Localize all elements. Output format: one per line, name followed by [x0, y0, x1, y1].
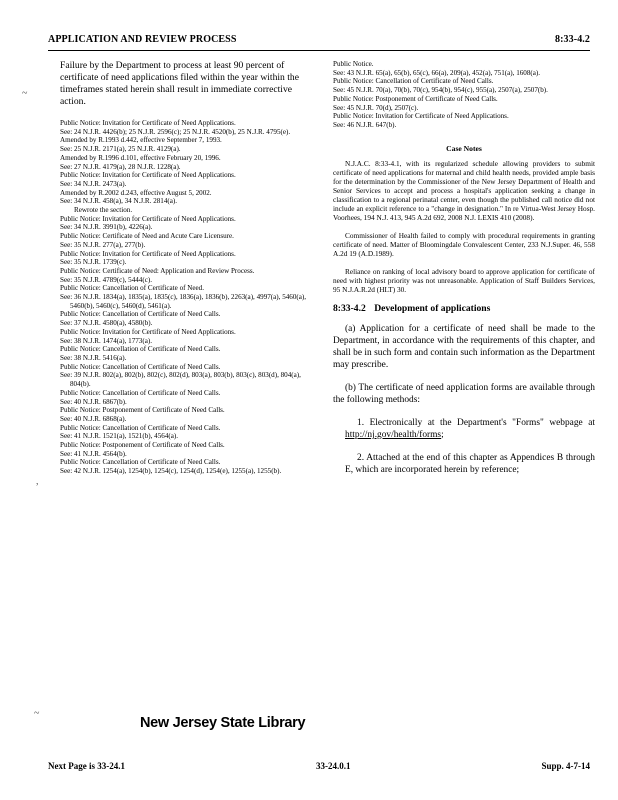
history-entry: Public Notice: Cancellation of Certificate of Need Calls. — [333, 77, 494, 86]
running-header — [48, 34, 590, 45]
left-column — [60, 60, 318, 476]
history-entry: Public Notice. — [333, 60, 374, 68]
supplement-date: Supp. 4-7-14 — [541, 761, 590, 771]
section-number: 8:33-4.2 — [333, 302, 366, 314]
history-entry: See: 34 N.J.R. 3991(b), 4226(a). — [60, 223, 153, 232]
next-page-note: Next Page is 33-24.1 — [48, 761, 125, 771]
running-footer — [48, 761, 590, 771]
history-entry: Public Notice: Invitation for Certificate of Need Applications. — [60, 214, 236, 223]
case-note: Commissioner of Health failed to comply with procedural requirements in granting certificate of need. Matter of Bloomingdale Convalescent Center, 233 N.J.Super. 46, 558 A.2d 19 (A.D.1989). — [333, 230, 595, 258]
history-entry: See: 34 N.J.R. 2473(a). — [60, 179, 127, 188]
history-entry: See: 46 N.J.R. 647(b). — [333, 120, 397, 129]
history-entry: Public Notice: Postponement of Certificate of Need Calls. — [60, 406, 225, 415]
history-entry: See: 37 N.J.R. 4580(a), 4580(b). — [60, 319, 153, 328]
history-entry: See: 24 N.J.R. 4426(b); 25 N.J.R. 2596(c); 25 N.J.R. 4520(b), 25 N.J.R. 4795(e). — [60, 127, 291, 136]
list-item-1 — [333, 417, 595, 441]
history-entry: Public Notice: Cancellation of Certificate of Need Calls. — [60, 345, 221, 354]
history-entry: See: 25 N.J.R. 2171(a), 25 N.J.R. 4129(a). — [60, 145, 181, 154]
margin-mark: ~ — [34, 708, 40, 719]
forms-webpage-link[interactable]: http://nj.gov/health/forms — [345, 429, 442, 440]
history-entry: Public Notice: Invitation for Certificate of Need Applications. — [60, 249, 236, 258]
list-item-1-text: 1. Electronically at the Department's "Forms" webpage at — [357, 417, 595, 428]
intro-paragraph: Failure by the Department to process at least 90 percent of certificate of need applications filed within the year within the timeframes stated herein shall result in immediate corrective action. — [60, 60, 299, 107]
history-entry: Public Notice: Invitation for Certificate of Need Applications. — [60, 119, 236, 127]
history-entry: Amended by R.1993 d.442, effective September 7, 1993. — [60, 136, 222, 145]
history-entry: See: 41 N.J.R. 1521(a), 1521(b), 4564(a). — [60, 432, 179, 441]
case-note: N.J.A.C. 8:33-4.1, with its regularized schedule allowing providers to submit certificate of need applications for maternal and child health needs, provided ample basis for the determination by the Commissioner of the New Jersey Department of Health and Senior Services to accept and process a hospital's application seeking a change in classification to a regional perinatal center, even though the published call notice did not include an explicit reference to a "change in designation." In re Virtua-West Jersey Hosp. Voorhees, 194 N.J. 413, 945 A.2d 692, 2008 N.J. LEXIS 410 (2008). — [333, 158, 595, 222]
source-history-right — [333, 60, 595, 130]
history-entry: Public Notice: Cancellation of Certificate of Need. — [60, 284, 204, 293]
history-entry: Public Notice: Cancellation of Certificate of Need Calls. — [60, 362, 221, 371]
history-entry: Public Notice: Invitation for Certificate of Need Applications. — [60, 171, 236, 180]
history-entry: Public Notice: Certificate of Need and Acute Care Licensure. — [60, 232, 234, 241]
case-note: Reliance on ranking of local advisory board to approve application for certificate of need with highest priority was not unreasonable. Application of Staff Builders Services, 95 N.J.A.R.2d (HLT) 30. — [333, 266, 595, 294]
section-title: Development of applications — [374, 302, 491, 314]
history-entry: Public Notice: Cancellation of Certificate of Need Calls. — [60, 458, 221, 467]
history-entry: See: 41 N.J.R. 4564(b). — [60, 449, 127, 458]
history-entry: See: 34 N.J.R. 458(a), 34 N.J.R. 2814(a). — [60, 197, 178, 206]
history-entry: See: 39 N.J.R. 802(a), 802(b), 802(c), 802(d), 803(a), 803(b), 803(c), 803(d), 804(a), 804(b). — [60, 371, 301, 389]
history-entry: See: 38 N.J.R. 5416(a). — [60, 353, 127, 362]
history-entry: See: 42 N.J.R. 1254(a), 1254(b), 1254(c), 1254(d), 1254(e), 1255(a), 1255(b). — [60, 467, 282, 476]
history-entry: See: 40 N.J.R. 6867(b). — [60, 397, 127, 406]
history-entry: Public Notice: Invitation for Certificate of Need Applications. — [60, 327, 236, 336]
header-section-number: 8:33-4.2 — [555, 34, 590, 45]
history-entry: See: 35 N.J.R. 277(a), 277(b). — [60, 240, 146, 249]
history-entry: Amended by R.2002 d.243, effective August 5, 2002. — [60, 188, 212, 197]
library-stamp: New Jersey State Library — [140, 715, 306, 731]
source-history-left — [60, 119, 318, 476]
history-entry: Amended by R.1996 d.101, effective February 20, 1996. — [60, 153, 221, 162]
history-entry: See: 40 N.J.R. 6868(a). — [60, 414, 127, 423]
history-entry: Public Notice: Postponement of Certificate of Need Calls. — [60, 441, 225, 450]
history-entry: Public Notice: Certificate of Need: Application and Review Process. — [60, 266, 255, 275]
history-entry: See: 35 N.J.R. 1739(c). — [60, 258, 127, 267]
history-entry: Public Notice: Cancellation of Certificate of Need Calls. — [60, 388, 221, 397]
case-notes-heading: Case Notes — [446, 143, 482, 153]
page-number: 33-24.0.1 — [315, 761, 351, 771]
history-entry: See: 43 N.J.R. 65(a), 65(b), 65(c), 66(a), 209(a), 452(a), 751(a), 1608(a). — [333, 68, 541, 77]
history-entry: See: 45 N.J.R. 70(a), 70(b), 70(c), 954(b), 954(c), 955(a), 2507(a), 2507(b). — [333, 86, 548, 95]
right-column — [333, 60, 595, 487]
list-item-2: 2. Attached at the end of this chapter as Appendices B through E, which are incorporated herein by reference; — [345, 452, 595, 475]
history-entry: See: 35 N.J.R. 4789(c), 5444(c). — [60, 275, 153, 284]
history-entry: Public Notice: Postponement of Certificate of Need Calls. — [333, 94, 498, 103]
history-entry: Public Notice: Cancellation of Certificate of Need Calls. — [60, 310, 221, 319]
paragraph-b: (b) The certificate of need application forms are available through the following methods: — [333, 382, 595, 405]
history-entry: See: 27 N.J.R. 4179(a), 28 N.J.R. 1228(a). — [60, 162, 181, 171]
history-entry: See: 45 N.J.R. 70(d), 2507(c). — [333, 103, 419, 112]
section-heading — [333, 303, 595, 314]
margin-mark: ~ — [22, 88, 28, 99]
history-entry: See: 36 N.J.R. 1834(a), 1835(a), 1835(c), 1836(a), 1836(b), 2263(a), 4997(a), 5460(a), 5460(b), 5460(c), 5460(d), 5461(a). — [60, 293, 307, 310]
paragraph-a: (a) Application for a certificate of need shall be made to the Department, in accordance with the requirements of this chapter, and shall be in such form and contain such information as the Department may prescribe. — [333, 323, 595, 370]
list-item-1-suffix: ; — [441, 429, 444, 440]
margin-mark: , — [36, 476, 39, 487]
header-title: APPLICATION AND REVIEW PROCESS — [48, 34, 237, 45]
header-rule — [48, 50, 590, 51]
history-entry: Rewrote the section. — [74, 206, 133, 215]
history-entry: See: 38 N.J.R. 1474(a), 1773(a). — [60, 336, 153, 345]
history-entry: Public Notice: Cancellation of Certificate of Need Calls. — [60, 423, 221, 432]
history-entry: Public Notice: Invitation for Certificate of Need Applications. — [333, 112, 509, 121]
